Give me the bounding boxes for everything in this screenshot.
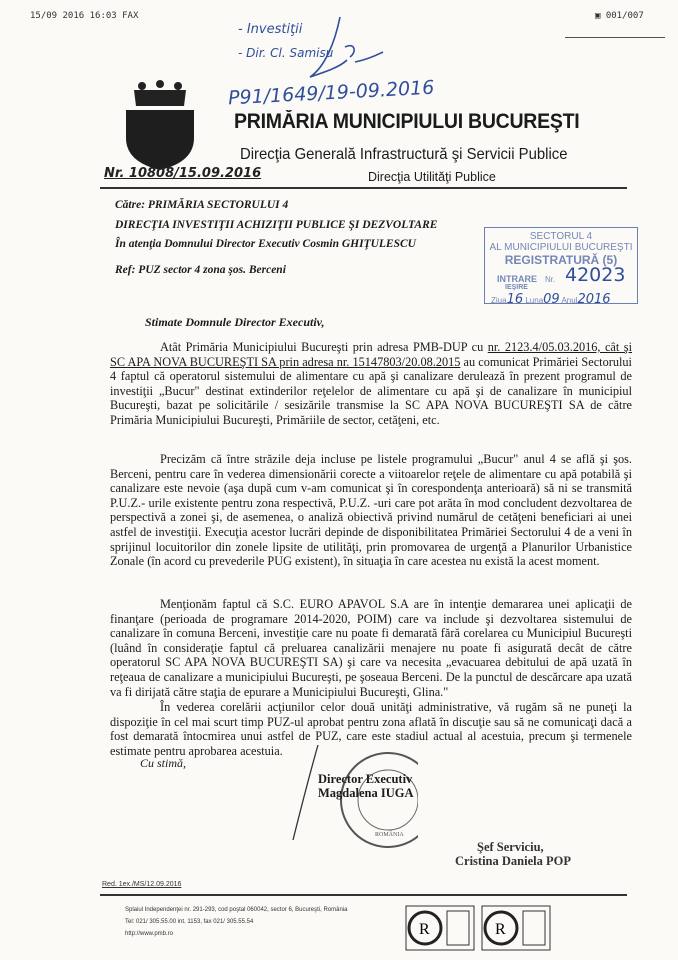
closing: Cu stimă,	[140, 756, 187, 770]
p1-text-continued: au comunicat Primăriei Sectorului 4 faptul că operatorul sistemului de alimentare cu apă şi canalizare derulează în prezent programul de investiţii „Bucur" destinat extinderilor reţelelor de alimentare cu apă şi de canalizare în municipiul Bucureşti, bazat pe solicitările / sesizările transmise la SC APA NOVA BUCUREŞTI SA de către Primăria Municipiului Bucureşti, Primăriile de sector, cetăţeni, etc.	[110, 354, 632, 427]
handwritten-note-2: - Dir. Cl. Samisu	[238, 46, 334, 60]
signatory-2	[455, 840, 571, 868]
divider	[565, 37, 665, 38]
stamp-iesire: IEŞIRE	[505, 284, 528, 291]
letterhead-subtitle: Direcţia Generală Infrastructură şi Servicii Publice	[240, 146, 568, 163]
registry-stamp	[484, 227, 638, 307]
certification-logos-icon	[405, 905, 555, 953]
p1-text: Atât Primăria Municipiului Bucureşti prin adresa PMB-DUP cu	[160, 340, 488, 354]
handwritten-note-1: - Investiţii	[238, 22, 303, 37]
stamp-line-1: SECTORUL 4	[529, 231, 593, 242]
document-number: Nr. 10808/15.09.2016	[104, 166, 262, 181]
body-paragraph-3: Menţionăm faptul că S.C. EURO APAVOL S.A are în intenţie demararea unei aplicaţii de finanţare (perioada de programare 2014-2020, POIM) care va include şi dezvoltarea sistemului de canalizare în comuna Berceni, investiţie care nu poate fi demarată fără corelarea cu Municipiul Bucureşti (luând în consideraţie faptul că preluarea canalizării menajere nu poate fi asigurată decât de către operatorul SC APA NOVA BUCUREŞTI SA) şi care va necesita „evacuarea debitului de apă uzată în reţeaua de canalizare a municipiului Bucureşti, pe şoseaua Berceni. De la punctul de descărcare apa uzată va fi dirijată către staţia de epurare a Municipiului Bucureşti, Glina."	[110, 597, 632, 699]
registration-handwritten: P91/1649/19-09.2016	[227, 76, 435, 110]
body-paragraph-1	[110, 340, 632, 428]
stamp-anul-label: Anul	[561, 296, 578, 305]
stamp-ziua: 16	[506, 292, 524, 307]
stamp-intrare: INTRARE	[497, 274, 537, 284]
stamp-line-3: REGISTRATURĂ (5)	[504, 253, 618, 267]
stamp-number: 42023	[565, 264, 626, 286]
body-paragraph-4: În vederea corelării acţiunilor celor două unităţi administrative, vă rugăm să ne puneţi la dispoziţie în cel mai scurt timp PUZ-ul aprobat pentru zona aflată în discuţie sau să ne comunicaţi dacă a fost demarată întocmirea unui astfel de PUZ, care este stadiul actual al acestuia, precum şi termenele estimate pentru aprobarea acestuia.	[110, 700, 632, 758]
department-name: Direcţia Utilităţi Publice	[368, 170, 496, 184]
fax-header-left: 15/09 2016 16:03 FAX	[30, 11, 139, 21]
stamp-anul: 2016	[577, 292, 611, 307]
header-divider	[100, 187, 627, 189]
signatory-1	[318, 772, 414, 800]
addressee-to: Către: PRIMĂRIA SECTORULUI 4	[115, 199, 289, 211]
footer-contact	[125, 904, 347, 940]
letterhead-title: PRIMĂRIA MUNICIPIULUI BUCUREŞTI	[234, 110, 580, 133]
official-stamp-icon	[288, 740, 418, 860]
stamp-ziua-label: Ziua	[491, 296, 507, 305]
handwritten-signature-icon	[305, 12, 385, 82]
footer-divider	[100, 894, 627, 896]
stamp-line-2: AL MUNICIPIULUI BUCUREŞTI	[489, 242, 633, 253]
addressee-attention: În atenţia Domnului Director Executiv Cosmin GHIŢULESCU	[115, 238, 416, 250]
body-paragraph-2: Precizăm că între străzile deja incluse pe listele programului „Bucur" anul 4 se află şi şos. Berceni, pentru care în vederea dimensionării corecte a viitoarelor reţele de alimentare cu apă potabilă şi canalizare este nevoie (aşa după cum v-am comunicat şi în corespondenţa anterioară) să ni se transmită P.U.Z.- urile existente pentru zona respectivă, P.U.Z. -uri care pot arăta în mod concludent dezvoltarea de perspectivă a zonei şi, de asemenea, o analiză obiectivă privind numărul de cetăţeni beneficiari ai unei astfel de investiţii. Execuţia acestor lucrări depinde de disponibilitatea Primăriei Sectorului 4 de a veni în sprijinul locuitorilor din zonele lipsite de utilităţi, prin promovarea de urgenţă a Planurilor Urbanistice Zonale (în acord cu prevederile PUG existent), în situaţia în care acestea nu există la acest moment.	[110, 452, 632, 569]
stamp-bottom-text: ROMÂNIA	[375, 832, 404, 838]
svg-text:R: R	[419, 921, 430, 938]
signatory-2-title: Şef Serviciu,	[477, 840, 544, 854]
coat-of-arms-icon	[122, 76, 198, 172]
p1-references: nr. 2123.4/05.03.2016, cât şi SC APA NOVA BUCUREŞTI SA prin adresa nr. 15147803/20.08.2015	[110, 340, 632, 369]
salutation: Stimate Domnule Director Executiv,	[145, 315, 325, 329]
footer-red: Red. 1ex./MS/12.09.2016	[102, 881, 182, 888]
svg-text:R: R	[495, 921, 506, 938]
signatory-1-title: Director Executiv	[318, 772, 413, 786]
signatory-2-name: Cristina Daniela POP	[455, 854, 571, 868]
footer-web: http://www.pmb.ro	[125, 931, 174, 937]
addressee-direction: DIRECŢIA INVESTIŢII ACHIZIŢII PUBLICE ŞI DEZVOLTARE	[115, 219, 438, 231]
signatory-1-name: Magdalena IUGA	[318, 786, 414, 800]
fax-page-counter: ▣ 001/007	[595, 11, 644, 21]
footer-address: Splaiul Independenţei nr. 291-293, cod poştal 060042, sector 6, Bucureşti, România	[125, 907, 348, 913]
stamp-nr-label: Nr.	[545, 275, 556, 284]
fax-page-number: 001/007	[605, 11, 644, 21]
footer-phone: Tel: 021/ 305.55.00 int. 1153, fax 021/ 305.55.54	[125, 919, 254, 925]
stamp-luna-label: Luna	[525, 296, 544, 305]
reference-line: Ref: PUZ sector 4 zona şos. Berceni	[115, 264, 286, 276]
stamp-luna: 09	[543, 292, 560, 307]
stamp-date	[491, 292, 611, 307]
